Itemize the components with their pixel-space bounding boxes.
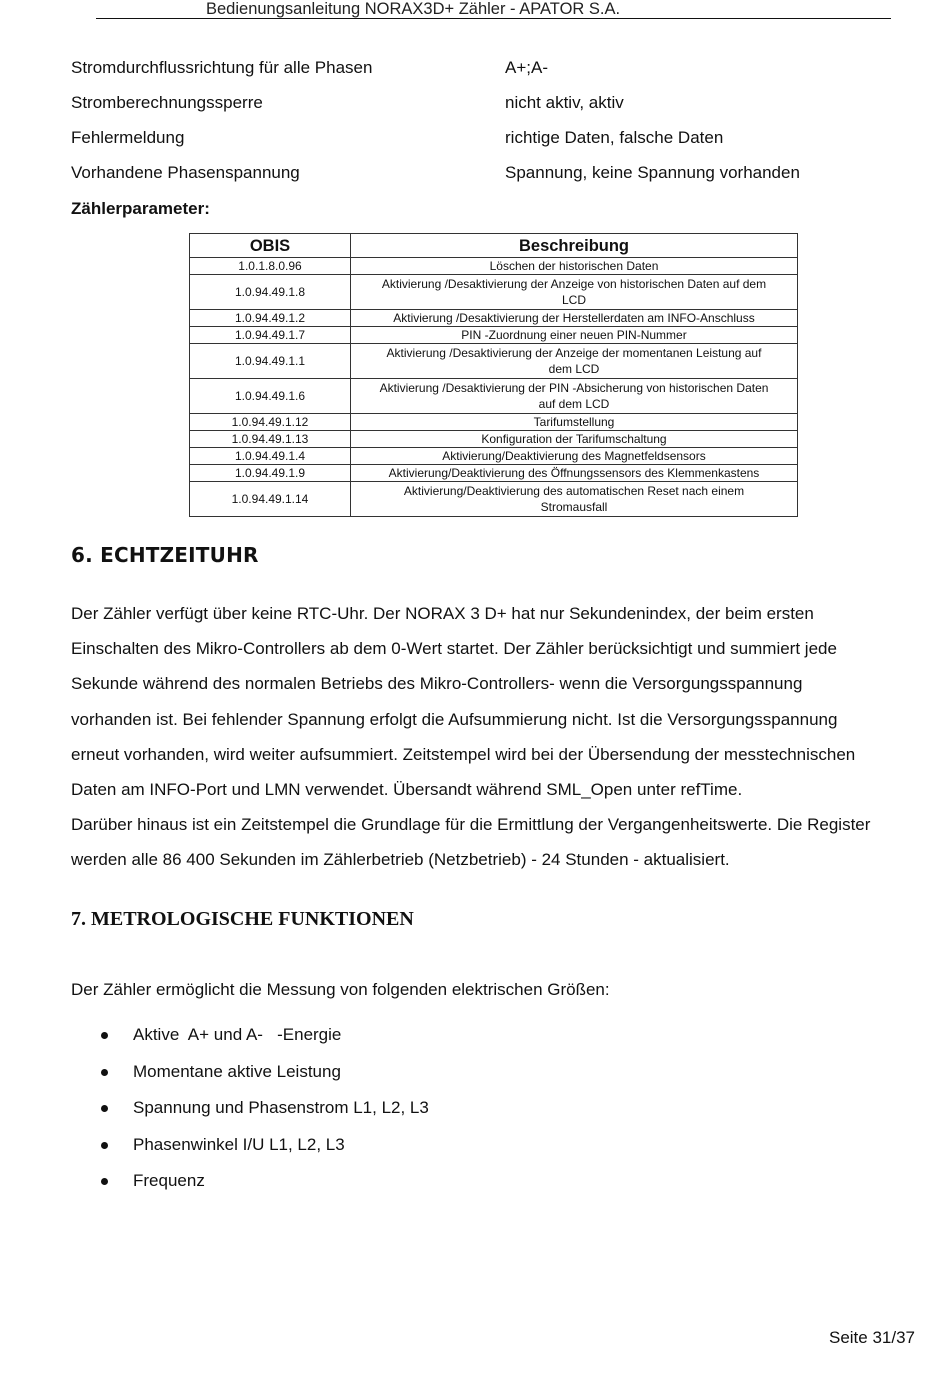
paragraph-line: Einschalten des Mikro-Controllers ab dem 0-Wert startet. Der Zähler berücksichtigt und summiert jede [71, 639, 837, 659]
description-cell [351, 258, 798, 275]
section-6-title: 6. ECHTZEITUHR [71, 543, 259, 567]
list-item [71, 1017, 871, 1054]
bullet-icon [101, 1142, 108, 1149]
status-value: Spannung, keine Spannung vorhanden [505, 163, 800, 182]
paragraph-line: Sekunde während des normalen Betriebs des Mikro-Controllers- wenn die Versorgungsspannung [71, 674, 803, 694]
table-row [190, 448, 798, 465]
description-line: Aktivierung /Desaktivierung der Anzeige von historischen Daten auf dem [381, 277, 767, 291]
obis-code-cell: 1.0.94.49.1.13 [190, 431, 351, 448]
bullet-icon [101, 1105, 108, 1112]
obis-code-cell: 1.0.94.49.1.14 [190, 482, 351, 517]
description-line: dem LCD [548, 362, 600, 376]
obis-code-cell: 1.0.94.49.1.6 [190, 379, 351, 414]
list-item [71, 1127, 871, 1164]
description-cell [351, 275, 798, 310]
paragraph-line: Der Zähler verfügt über keine RTC-Uhr. Der NORAX 3 D+ hat nur Sekundenindex, der beim ersten [71, 604, 814, 623]
table-header-row [190, 234, 798, 258]
description-line: LCD [561, 293, 586, 307]
table-row [190, 465, 798, 482]
obis-code-cell: 1.0.94.49.1.4 [190, 448, 351, 465]
params-table [189, 233, 798, 517]
description-cell [351, 482, 798, 517]
column-header-obis: OBIS [190, 234, 351, 258]
description-line: Konfiguration der Tarifumschaltung [481, 432, 667, 446]
description-line: Aktivierung/Deaktivierung des automatischen Reset nach einem [403, 484, 745, 498]
table-row [190, 482, 798, 517]
bullet-icon [101, 1032, 108, 1039]
description-cell [351, 327, 798, 344]
page-header [96, 0, 891, 19]
description-line: Aktivierung /Desaktivierung der Anzeige der momentanen Leistung auf [386, 346, 762, 360]
obis-code-cell: 1.0.1.8.0.96 [190, 258, 351, 275]
obis-code-cell: 1.0.94.49.1.9 [190, 465, 351, 482]
paragraph-line: Darüber hinaus ist ein Zeitstempel die Grundlage für die Ermittlung der Vergangenheitswerte. Die Register [71, 815, 871, 835]
paragraph-line: werden alle 86 400 Sekunden im Zählerbetrieb (Netzbetrieb) - 24 Stunden - aktualisiert. [71, 850, 730, 870]
description-line: Aktivierung/Deaktivierung des Öffnungssensors des Klemmenkastens [388, 466, 760, 480]
status-value: nicht aktiv, aktiv [505, 93, 624, 112]
table-row [190, 344, 798, 379]
description-line: auf dem LCD [538, 397, 610, 411]
table-row [190, 310, 798, 327]
table-row [190, 379, 798, 414]
column-header-description: Beschreibung [351, 234, 798, 258]
description-line: Löschen der historischen Daten [489, 259, 659, 273]
measurement-list [71, 1017, 871, 1200]
page-number: Seite 31/37 [828, 1328, 915, 1347]
status-label: Stromdurchflussrichtung für alle Phasen [71, 58, 373, 77]
description-cell [351, 448, 798, 465]
bullet-icon [101, 1178, 108, 1185]
status-label: Fehlermeldung [71, 128, 185, 147]
obis-code-cell: 1.0.94.49.1.12 [190, 414, 351, 431]
status-value: richtige Daten, falsche Daten [505, 128, 724, 147]
list-item-text: Frequenz [133, 1171, 205, 1190]
list-item-text: Phasenwinkel I/U L1, L2, L3 [133, 1134, 345, 1154]
paragraph-line: Der Zähler ermöglicht die Messung von folgenden elektrischen Größen: [71, 980, 610, 999]
list-item-text: Aktive A+ und A- -Energie [133, 1025, 342, 1044]
table-row [190, 275, 798, 310]
table-row [190, 431, 798, 448]
params-heading: Zählerparameter: [71, 199, 210, 218]
description-cell [351, 344, 798, 379]
description-line: Aktivierung /Desaktivierung der Herstellerdaten am INFO-Anschluss [393, 311, 755, 325]
status-value: A+;A- [505, 58, 548, 77]
paragraph-line: Daten am INFO-Port und LMN verwendet. Übersandt während SML_Open unter refTime. [71, 780, 743, 800]
description-cell [351, 310, 798, 327]
description-line: Tarifumstellung [533, 415, 615, 429]
obis-code-cell: 1.0.94.49.1.8 [190, 275, 351, 310]
table-row [190, 258, 798, 275]
description-line: Stromausfall [540, 500, 608, 514]
obis-code-cell: 1.0.94.49.1.7 [190, 327, 351, 344]
section-7-title: 7. METROLOGISCHE FUNKTIONEN [71, 908, 414, 930]
obis-code-cell: 1.0.94.49.1.2 [190, 310, 351, 327]
bullet-icon [101, 1069, 108, 1076]
status-label: Stromberechnungssperre [71, 93, 263, 112]
list-item-text: Momentane aktive Leistung [133, 1061, 341, 1081]
obis-code-cell: 1.0.94.49.1.1 [190, 344, 351, 379]
list-item [71, 1054, 871, 1091]
description-line: Aktivierung/Deaktivierung des Magnetfeldsensors [442, 449, 706, 463]
description-cell [351, 465, 798, 482]
description-cell [351, 414, 798, 431]
list-item [71, 1090, 871, 1127]
list-item [71, 1163, 871, 1200]
section-6-body [71, 596, 911, 878]
paragraph-line: erneut vorhanden, wird weiter aufsummiert. Zeitstempel wird bei der Übersendung der messtechnischen [71, 744, 856, 764]
paragraph-line: vorhanden ist. Bei fehlender Spannung erfolgt die Aufsummierung nicht. Ist die Versorgungsspannung [71, 709, 838, 729]
description-cell [351, 379, 798, 414]
table-row [190, 327, 798, 344]
header-title: Bedienungsanleitung NORAX3D+ Zähler - APATOR S.A. [206, 0, 621, 18]
table-row [190, 414, 798, 431]
params-table-body [190, 258, 798, 517]
list-item-text: Spannung und Phasenstrom L1, L2, L3 [133, 1098, 429, 1117]
status-label: Vorhandene Phasenspannung [71, 163, 300, 182]
description-cell [351, 431, 798, 448]
section-7-intro [71, 972, 911, 1007]
description-line: PIN -Zuordnung einer neuen PIN-Nummer [461, 328, 687, 342]
description-line: Aktivierung /Desaktivierung der PIN -Absicherung von historischen Daten [379, 381, 769, 395]
